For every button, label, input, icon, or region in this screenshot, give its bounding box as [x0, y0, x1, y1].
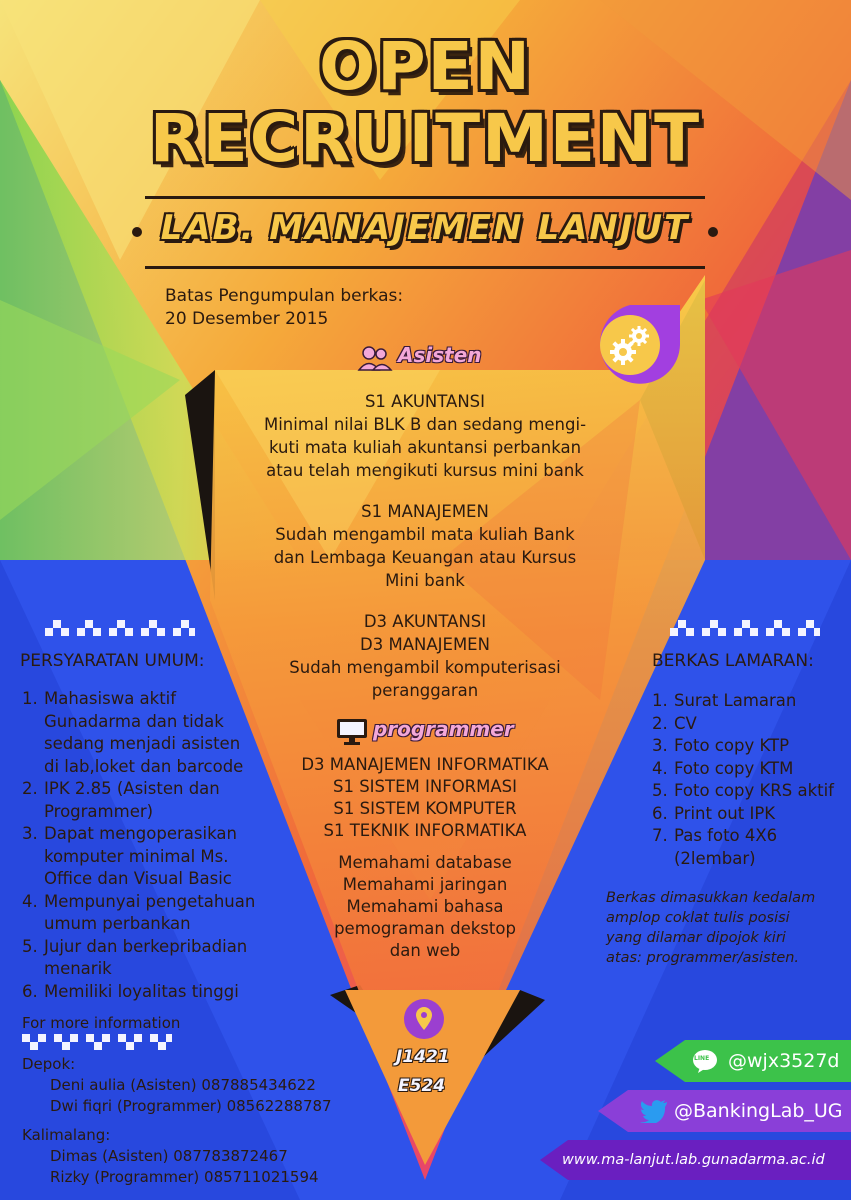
- program-d3-akuntansi: D3 AKUNTANSI: [363, 612, 487, 631]
- location-pin-icon: [402, 997, 446, 1041]
- persyaratan-list: [22, 688, 267, 1003]
- item-number: 3.: [652, 736, 668, 755]
- item-line: Surat Lamaran: [674, 691, 797, 710]
- item-line: Memiliki loyalitas tinggi: [44, 981, 239, 1001]
- deadline-date: 20 Desember 2015: [165, 309, 329, 329]
- item-line: Mahasiswa aktif: [44, 689, 177, 708]
- people-icon: [357, 345, 393, 371]
- item-line: Pas foto 4X6: [674, 826, 778, 845]
- list-item: [652, 735, 847, 758]
- website-link[interactable]: www.ma-lanjut.lab.gunadarma.ac.id: [562, 1152, 825, 1168]
- contact-line: Dimas (Asisten) 087783872467: [50, 1147, 288, 1165]
- item-number: 2.: [652, 713, 668, 733]
- skill-item: Memahami database: [338, 853, 512, 872]
- item-number: 1.: [652, 691, 668, 710]
- program-s1-akuntansi: S1 AKUNTANSI: [364, 392, 486, 411]
- room-2: E524: [398, 1076, 446, 1096]
- skill-item: pemograman dekstop: [334, 919, 516, 938]
- requirement-line: Minimal nilai BLK B dan sedang mengi-: [263, 415, 587, 434]
- item-number: 6.: [22, 981, 38, 1001]
- programmer-skills: [250, 852, 600, 962]
- note-line: yang dilamar dipojok kiri: [606, 930, 786, 946]
- line-icon-text: LINE: [694, 1055, 710, 1062]
- subtitle: LAB. MANAJEMEN LANJUT: [160, 208, 690, 248]
- item-number: 7.: [652, 826, 668, 845]
- list-item: [22, 936, 267, 981]
- gears-icon: [575, 300, 685, 390]
- contact-line: Deni aulia (Asisten) 087885434622: [50, 1076, 316, 1094]
- item-number: 2.: [22, 779, 38, 798]
- program-item: D3 MANAJEMEN INFORMATIKA: [301, 755, 549, 774]
- item-line: Office dan Visual Basic: [44, 869, 232, 888]
- berkas-heading: BERKAS LAMARAN:: [652, 651, 814, 671]
- list-item: [652, 803, 847, 826]
- programmer-programs: [230, 754, 620, 842]
- program-s1-manajemen: S1 MANAJEMEN: [361, 502, 489, 521]
- item-line: di lab,loket dan barcode: [44, 756, 244, 776]
- item-line: Print out IPK: [674, 803, 776, 823]
- skill-item: dan web: [389, 941, 461, 960]
- list-item: [22, 688, 267, 778]
- item-line: (2lembar): [674, 848, 756, 868]
- item-number: 1.: [22, 689, 38, 708]
- berkas-list: [652, 690, 847, 870]
- note-line: amplop coklat tulis posisi: [606, 910, 790, 926]
- item-number: 5.: [652, 781, 668, 800]
- item-line: Foto copy KTP: [674, 736, 790, 755]
- item-line: Programmer): [44, 801, 154, 821]
- checker-decoration-right: [670, 618, 820, 638]
- asisten-group-1: [230, 390, 620, 482]
- monitor-icon: [336, 718, 368, 746]
- depok-contacts: [50, 1075, 332, 1117]
- item-line: Foto copy KTM: [674, 758, 794, 778]
- twitter-handle[interactable]: @BankingLab_UG: [674, 1100, 843, 1122]
- item-number: 3.: [22, 824, 38, 843]
- item-number: 4.: [652, 758, 668, 778]
- item-line: sedang menjadi asisten: [44, 734, 241, 753]
- requirement-line: Sudah mengambil komputerisasi: [289, 658, 561, 677]
- program-item: S1 SISTEM INFORMASI: [332, 777, 518, 796]
- requirement-line: dan Lembaga Keuangan atau Kursus: [273, 548, 577, 567]
- info-heading: For more information: [22, 1014, 181, 1032]
- item-line: Jujur dan berkepribadian: [44, 936, 248, 956]
- kalimalang-contacts: [50, 1146, 319, 1188]
- room-1: J1421: [396, 1047, 450, 1067]
- contact-line: Rizky (Programmer) 085711021594: [50, 1168, 319, 1186]
- item-line: Gunadarma dan tidak: [44, 711, 224, 731]
- requirement-line: atau telah mengikuti kursus mini bank: [266, 461, 584, 480]
- contact-line: Dwi fiqri (Programmer) 08562288787: [50, 1097, 332, 1115]
- programmer-heading: programmer: [373, 717, 514, 741]
- checker-decoration-left: [45, 618, 195, 638]
- skill-item: Memahami bahasa: [346, 897, 504, 916]
- item-line: komputer minimal Ms.: [44, 846, 229, 866]
- asisten-group-2: [230, 500, 620, 592]
- item-number: 4.: [22, 891, 38, 911]
- depok-label: Depok:: [22, 1055, 76, 1073]
- list-item: [652, 758, 847, 781]
- divider-top: [145, 196, 705, 199]
- item-line: Mempunyai pengetahuan: [44, 891, 256, 911]
- item-number: 6.: [652, 803, 668, 823]
- list-item: [22, 823, 267, 891]
- item-line: umum perbankan: [44, 914, 191, 933]
- item-line: IPK 2.85 (Asisten dan: [44, 779, 220, 798]
- list-item: [22, 891, 267, 936]
- item-line: CV: [674, 713, 697, 733]
- note-line: Berkas dimasukkan kedalam: [606, 890, 816, 906]
- note-line: atas: programmer/asisten.: [606, 950, 800, 966]
- line-id[interactable]: @wjx3527d: [728, 1050, 840, 1072]
- item-line: Dapat mengoperasikan: [44, 824, 237, 843]
- persyaratan-heading: PERSYARATAN UMUM:: [20, 651, 205, 671]
- title-line-2: RECRUITMENT: [149, 100, 702, 177]
- asisten-heading: Asisten: [398, 343, 482, 367]
- requirement-line: Sudah mengambil mata kuliah Bank: [275, 525, 575, 544]
- program-item: S1 TEKNIK INFORMATIKA: [323, 821, 527, 840]
- title-line-1: OPEN: [319, 28, 532, 105]
- skill-item: Memahami jaringan: [342, 875, 508, 894]
- program-item: S1 SISTEM KOMPUTER: [333, 799, 517, 818]
- checker-decoration-bottom: [22, 1032, 172, 1052]
- berkas-note: [606, 888, 846, 968]
- program-d3-manajemen: D3 MANAJEMEN: [360, 635, 490, 654]
- twitter-bird-icon: [640, 1099, 668, 1123]
- deadline-label: Batas Pengumpulan berkas:: [165, 286, 404, 306]
- requirement-line: Mini bank: [385, 571, 465, 590]
- requirement-line: kuti mata kuliah akuntansi perbankan: [268, 438, 582, 457]
- item-line: menarik: [44, 959, 112, 978]
- bullet-dot-left: [132, 227, 142, 237]
- list-item: [22, 778, 267, 823]
- item-number: 5.: [22, 936, 38, 956]
- requirement-line: peranggaran: [371, 681, 479, 700]
- item-line: Foto copy KRS aktif: [674, 781, 834, 800]
- kalimalang-label: Kalimalang:: [22, 1126, 111, 1144]
- list-item: [652, 690, 847, 713]
- list-item: [652, 713, 847, 736]
- list-item: [22, 981, 267, 1004]
- bullet-dot-right: [708, 227, 718, 237]
- asisten-group-3: [230, 610, 620, 702]
- divider-bottom: [145, 266, 705, 269]
- list-item: [652, 825, 847, 870]
- list-item: [652, 780, 847, 803]
